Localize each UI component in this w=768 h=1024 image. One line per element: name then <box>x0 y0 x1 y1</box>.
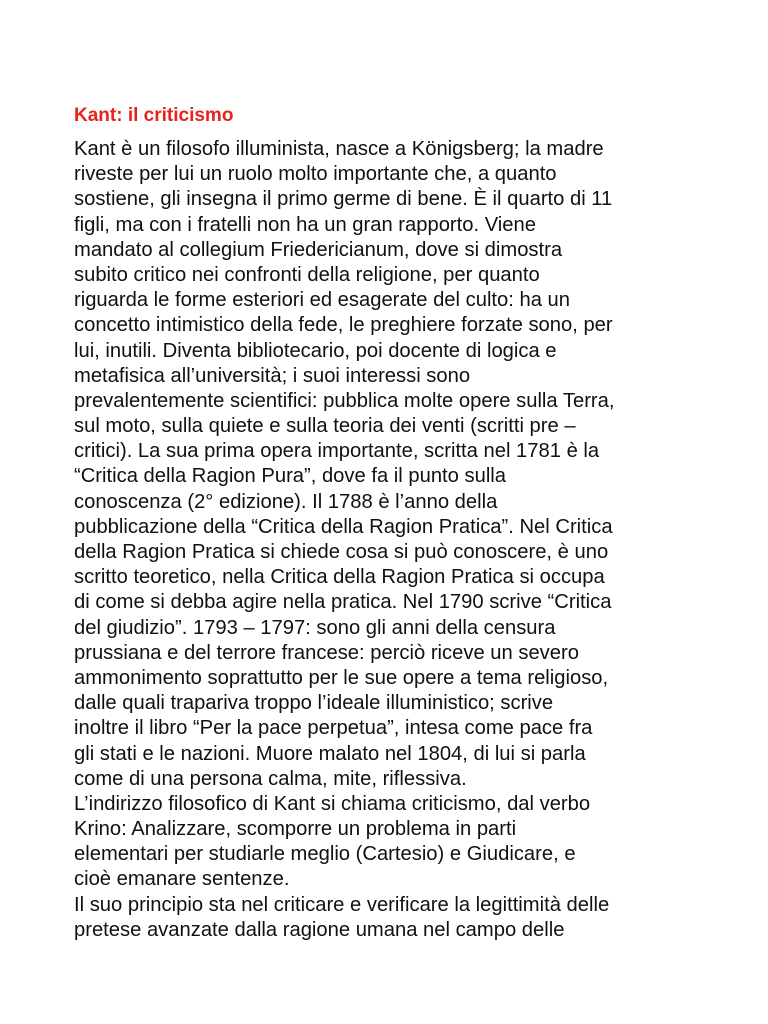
text-line: subito critico nei confronti della religione, per quanto <box>74 263 540 286</box>
text-line: prevalentemente scientifici: pubblica molte opere sulla Terra, <box>74 389 615 412</box>
text-line: riguarda le forme esteriori ed esagerate del culto: ha un <box>74 289 571 312</box>
text-line: elementari per studiarle meglio (Cartesio) e Giudicare, e <box>74 843 576 866</box>
text-line: ammonimento soprattutto per le sue opere a tema religioso, <box>74 666 609 689</box>
text-line: dalle quali trapariva troppo l’ideale illuministico; scrive <box>74 692 554 715</box>
text-line: lui, inutili. Diventa bibliotecario, poi docente di logica e <box>74 339 557 362</box>
text-line: di come si debba agire nella pratica. Nel 1790 scrive “Critica <box>74 591 612 614</box>
text-line: del giudizio”. 1793 – 1797: sono gli anni della censura <box>74 616 556 639</box>
text-line: Krino: Analizzare, scomporre un problema in parti <box>74 818 517 841</box>
text-line: critici). La sua prima opera importante, scritta nel 1781 è la <box>74 440 600 463</box>
text-line: pretese avanzate dalla ragione umana nel campo delle <box>74 918 565 941</box>
text-line: come di una persona calma, mite, riflessiva. <box>74 767 467 790</box>
text-line: mandato al collegium Friedericianum, dove si dimostra <box>74 238 563 261</box>
text-line: L’indirizzo filosofico di Kant si chiama criticismo, dal verbo <box>74 792 591 815</box>
text-line: “Critica della Ragion Pura”, dove fa il punto sulla <box>74 465 507 488</box>
text-line: Kant è un filosofo illuminista, nasce a Königsberg; la madre <box>74 138 604 160</box>
text-line: cioè emanare sentenze. <box>74 868 290 891</box>
text-line: della Ragion Pratica si chiede cosa si può conoscere, è uno <box>74 541 609 563</box>
text-line: scritto teoretico, nella Critica della Ragion Pratica si occupa <box>74 566 605 589</box>
text-line: Il suo principio sta nel criticare e verificare la legittimità delle <box>74 893 610 916</box>
document-body <box>74 137 714 943</box>
text-line: prussiana e del terrore francese: perciò riceve un severo <box>74 641 579 664</box>
text-line: metafisica all’università; i suoi interessi sono <box>74 364 471 387</box>
text-line: inoltre il libro “Per la pace perpetua”, intesa come pace fra <box>74 717 593 740</box>
text-line: sostiene, gli insegna il primo germe di bene. È il quarto di 11 <box>74 188 613 211</box>
text-line: pubblicazione della “Critica della Ragion Pratica”. Nel Critica <box>74 515 613 538</box>
text-line: figli, ma con i fratelli non ha un gran rapporto. Viene <box>74 213 536 236</box>
document-title: Kant: il criticismo <box>74 105 234 126</box>
text-line: concetto intimistico della fede, le preghiere forzate sono, per <box>74 314 613 337</box>
text-line: gli stati e le nazioni. Muore malato nel 1804, di lui si parla <box>74 742 586 765</box>
text-line: conoscenza (2° edizione). Il 1788 è l’anno della <box>74 490 498 513</box>
text-line: sul moto, sulla quiete e sulla teoria dei venti (scritti pre – <box>74 415 576 438</box>
text-line: riveste per lui un ruolo molto importante che, a quanto <box>74 163 557 186</box>
